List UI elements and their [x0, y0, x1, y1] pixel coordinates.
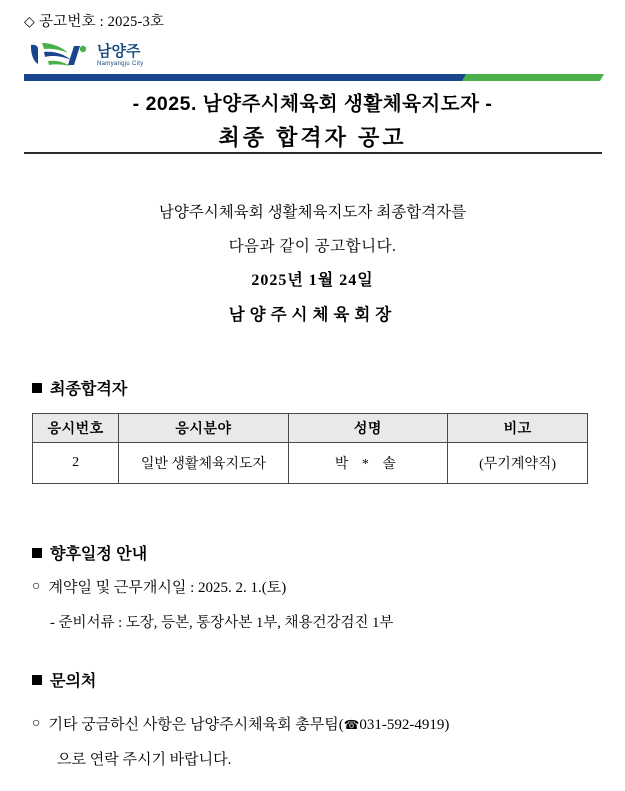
notice-number-label: 공고번호 : 2025-3호 — [38, 14, 165, 30]
section-heading-label: 최종합격자 — [50, 381, 128, 398]
logo-name-ko: 남양주 — [97, 42, 141, 60]
schedule-line-2-text: - 준비서류 : 도장, 등본, 통장사본 1부, 채용건강검진 1부 — [50, 615, 394, 631]
page-title — [0, 88, 625, 152]
diamond-icon: ◇ — [24, 15, 35, 30]
contact-line-2-text: 으로 연락 주시기 바랍니다. — [57, 752, 232, 768]
header-band-blue — [24, 74, 479, 81]
section-heading-schedule — [32, 541, 147, 564]
intro-date: 2025년 1월 24일 — [251, 272, 374, 289]
circle-bullet-icon: ○ — [32, 716, 41, 731]
notice-number — [24, 10, 164, 31]
table-header-cell: 성명 — [288, 414, 448, 443]
schedule-line-1-text: 계약일 및 근무개시일 : 2025. 2. 1.(토) — [48, 580, 287, 596]
intro-line2: 다음과 같이 공고합니다. — [228, 238, 397, 255]
square-bullet-icon — [32, 675, 42, 685]
final-passers-table — [32, 413, 588, 484]
city-logo — [28, 40, 144, 70]
intro-line1: 남양주시체육회 생활체육지도자 최종합격자를 — [158, 204, 467, 221]
square-bullet-icon — [32, 548, 42, 558]
contact-line-1 — [32, 713, 449, 737]
telephone-icon: ☎ — [343, 718, 360, 732]
table-row — [33, 443, 588, 484]
header-band — [24, 74, 602, 81]
section-heading-label: 향후일정 안내 — [50, 546, 148, 563]
intro-paragraph — [0, 196, 625, 332]
section-heading-contact — [32, 668, 96, 691]
table-cell-name: 박 * 솔 — [288, 443, 448, 484]
intro-signer: 남양주시체육회장 — [228, 305, 397, 324]
page-title-line1: - 2025. 남양주시체육회 생활체육지도자 - — [132, 93, 493, 115]
table-cell-field: 일반 생활체육지도자 — [119, 443, 288, 484]
schedule-line-2 — [50, 611, 393, 635]
contact-phone-number: 031-592-4919) — [359, 717, 450, 733]
circle-bullet-icon: ○ — [32, 579, 41, 594]
table-header-cell: 응시번호 — [33, 414, 119, 443]
header-band-green — [462, 74, 604, 81]
table-header-row — [33, 414, 588, 443]
logo-name-en: Namyangju City — [97, 60, 144, 67]
schedule-line-1 — [32, 576, 286, 600]
table-header-cell: 비고 — [448, 414, 588, 443]
table-cell-exam-number: 2 — [33, 443, 119, 484]
section-heading-final-passers — [32, 376, 127, 399]
contact-line-1-prefix: 기타 궁금하신 사항은 남양주시체육회 총무팀( — [48, 717, 344, 733]
page-title-line2: 최종 합격자 공고 — [218, 125, 407, 150]
table-cell-remarks: (무기계약직) — [448, 443, 588, 484]
section-heading-label: 문의처 — [50, 673, 97, 690]
title-divider — [24, 152, 602, 154]
square-bullet-icon — [32, 383, 42, 393]
logo-symbol-icon — [28, 41, 92, 69]
contact-line-1-text — [48, 713, 449, 737]
contact-line-2 — [57, 748, 231, 772]
table-header-cell: 응시분야 — [119, 414, 288, 443]
